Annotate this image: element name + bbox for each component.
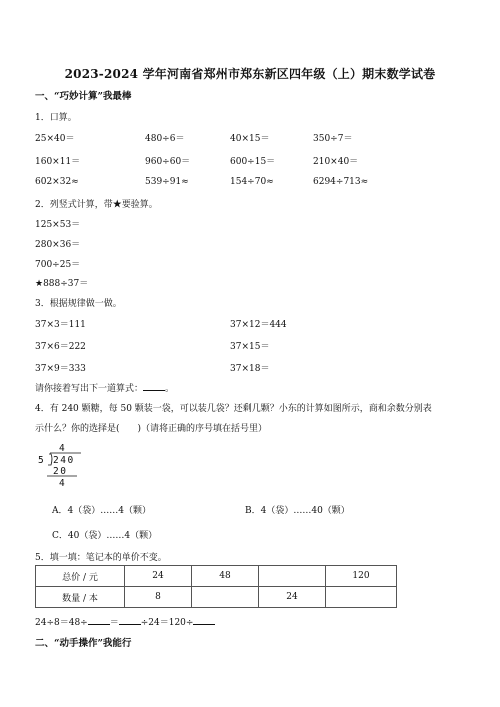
q1-cell: 480÷6＝ [145,134,185,144]
table-cell: 总价 / 元 [36,566,125,587]
answer-blank[interactable] [88,616,110,625]
division-divisor: 5 [38,455,44,466]
table-cell: 8 [125,587,192,608]
answer-blank[interactable] [143,382,165,391]
table-cell[interactable] [259,566,326,587]
q3-right-item: 37×18＝ [230,364,270,374]
unit-price-table [35,565,397,608]
exam-title: 2023-2024 学年河南省郑州市郑东新区四年级（上）期末数学试卷 [64,67,436,81]
table-cell: 数量 / 本 [36,587,125,608]
q1-cell: 154÷70≈ [230,177,274,187]
q4-line2: 示什么？你的选择是( )（请将正确的序号填在括号里） [35,424,268,434]
q3-label: 3．根据规律做一做。 [35,299,122,309]
table-cell: 24 [259,587,326,608]
table-cell: 120 [326,566,397,587]
q1-cell: 210×40＝ [313,157,359,167]
q4-line1: 4．有 240 颗糖，每 50 颗装一袋，可以装几袋？还剩几颗？小东的计算如图所示，商和余数分别表 [35,404,432,414]
q2-item: 125×53＝ [35,220,81,230]
division-quotient: 4 [59,443,65,454]
table-cell[interactable] [326,587,397,608]
q5-eq-part: ＝ [109,618,119,628]
q2-item: ★888÷37＝ [35,279,89,289]
q3-prompt-end: 。 [165,384,175,394]
q5-equation [35,615,215,628]
answer-blank[interactable] [119,616,141,625]
q1-cell: 6294÷713≈ [313,177,369,187]
table-row [36,587,397,608]
q1-cell: 602×32≈ [35,177,79,187]
table-cell[interactable] [192,587,259,608]
q3-right-item: 37×15＝ [230,342,270,352]
q2-item: 700÷25＝ [35,260,81,270]
q3-prompt [35,381,174,394]
q1-cell: 40×15＝ [230,134,270,144]
q1-cell: 25×40＝ [35,134,75,144]
division-remainder: 4 [59,478,65,489]
q1-cell: 539÷91≈ [145,177,189,187]
q3-prompt-text: 请你接着写出下一道算式： [35,384,144,394]
division-product: 20 [53,466,68,477]
table-cell: 48 [192,566,259,587]
section1-heading: 一、“巧妙计算”我最棒 [35,91,132,102]
q5-eq-part: 24÷8＝48÷ [35,618,88,628]
q1-cell: 600÷15＝ [230,157,276,167]
q1-cell: 960÷60＝ [145,157,191,167]
q3-left-item: 37×3＝111 [35,320,86,330]
q4-option-c[interactable]: C．40（袋）……4（颗） [52,531,158,541]
division-dividend: 240 [53,455,75,466]
q2-label: 2．列竖式计算，带★要验算。 [35,200,158,210]
q1-cell: 160×11＝ [35,157,81,167]
q4-option-b[interactable]: B．4（袋）……40（颗） [245,506,350,516]
section2-heading: 二、“动手操作”我能行 [35,638,132,649]
q1-label: 1．口算。 [35,113,77,123]
table-cell: 24 [125,566,192,587]
table-row [36,566,397,587]
answer-blank[interactable] [193,616,215,625]
q4-option-a[interactable]: A．4（袋）……4（颗） [52,506,151,516]
q1-cell: 350÷7＝ [313,134,353,144]
q2-item: 280×36＝ [35,240,81,250]
q5-label: 5．填一填：笔记本的单价不变。 [35,553,167,563]
q5-eq-part: ÷24＝120÷ [140,618,194,628]
q3-left-item: 37×9＝333 [35,364,86,374]
long-division-figure [35,442,95,490]
q3-left-item: 37×6＝222 [35,342,86,352]
q3-right-item: 37×12＝444 [230,320,287,330]
